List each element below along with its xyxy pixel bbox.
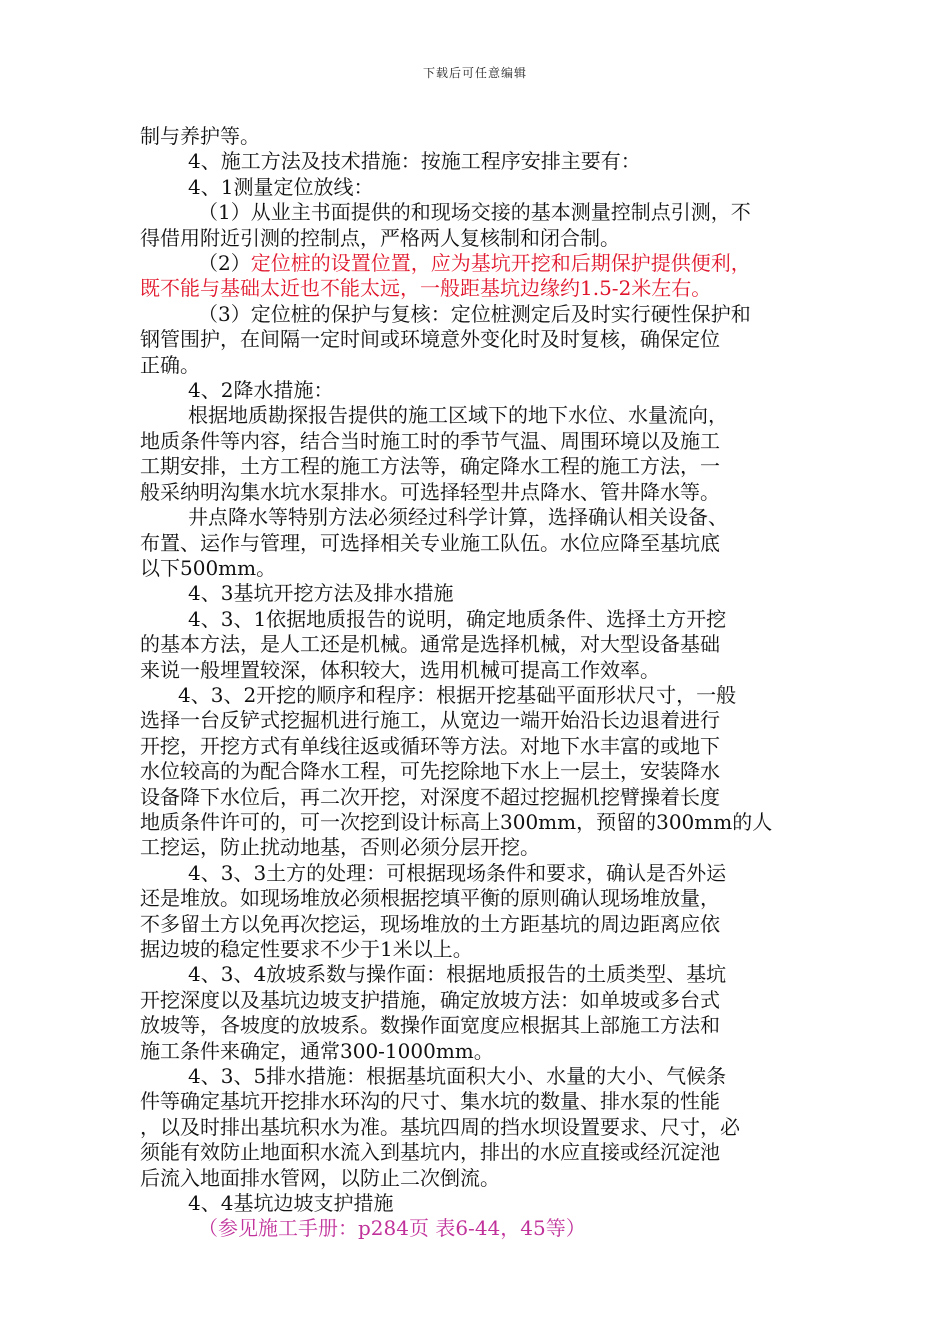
paragraph-line: 的基本方法，是人工还是机械。通常是选择机械，对大型设备基础	[140, 632, 720, 657]
paragraph-line: （3）定位桩的保护与复核：定位桩测定后及时实行硬性保护和	[198, 301, 751, 326]
paragraph-line: 开挖深度以及基坑边坡支护措施，确定放坡方法：如单坡或多台式	[140, 987, 720, 1012]
section-heading: 4、施工方法及技术措施：按施工程序安排主要有：	[188, 149, 641, 174]
paragraph-line: 地质条件许可的，可一次挖到设计标高上300mm，预留的300mm的人	[140, 809, 773, 834]
subsection-heading: 4、2降水措施：	[188, 378, 334, 403]
paragraph-line: 布置、运作与管理，可选择相关专业施工队伍。水位应降至基坑底	[140, 530, 720, 555]
paragraph-line: 般采纳明沟集水坑水泵排水。可选择轻型井点降水、管井降水等。	[140, 479, 720, 504]
highlighted-paragraph-line	[140, 251, 820, 276]
paragraph-line: 4、3、3土方的处理：可根据现场条件和要求，确认是否外运	[188, 860, 727, 885]
subsection-heading: 4、3基坑开挖方法及排水措施	[188, 581, 454, 606]
paragraph-line: 件等确定基坑开挖排水环沟的尺寸、集水坑的数量、排水泵的性能	[140, 1089, 720, 1114]
paragraph-line: 根据地质勘探报告提供的施工区域下的地下水位、水量流向，	[188, 403, 728, 428]
paragraph-line: 开挖，开挖方式有单线往返或循环等方法。对地下水丰富的或地下	[140, 733, 720, 758]
paragraph-line: 后流入地面排水管网，以防止二次倒流。	[140, 1165, 500, 1190]
paragraph-line: 制与养护等。	[140, 124, 260, 148]
document-body	[140, 124, 820, 1242]
paragraph-line: 工挖运，防止扰动地基，否则必须分层开挖。	[140, 835, 540, 860]
paragraph-line: 工期安排，土方工程的施工方法等，确定降水工程的施工方法，一	[140, 454, 720, 479]
paragraph-line: 不多留土方以免再次挖运，现场堆放的土方距基坑的周边距离应依	[140, 911, 720, 936]
paragraph-line: （1）从业主书面提供的和现场交接的基本测量控制点引测，不	[198, 200, 751, 225]
paragraph-line: 施工条件来确定，通常300-1000mm。	[140, 1038, 494, 1063]
item-number: （2）	[198, 251, 251, 276]
highlighted-text: 既不能与基础太近也不能太远，一般距基坑边缘约1.5-2米左右。	[140, 276, 712, 301]
subsection-heading: 4、1测量定位放线：	[188, 174, 374, 199]
paragraph-line: 4、3、2开挖的顺序和程序：根据开挖基础平面形状尺寸，一般	[178, 682, 737, 707]
highlighted-text: 定位桩的设置位置，应为基坑开挖和后期保护提供便利，	[250, 251, 751, 276]
paragraph-line: 井点降水等特别方法必须经过科学计算，选择确认相关设备、	[188, 505, 728, 530]
paragraph-line: 来说一般埋置较深，体积较大，选用机械可提高工作效率。	[140, 657, 660, 682]
paragraph-line: 得借用附近引测的控制点，严格两人复核制和闭合制。	[140, 225, 620, 250]
paragraph-line: 4、3、1依据地质报告的说明，确定地质条件、选择土方开挖	[188, 606, 727, 631]
paragraph-line: 正确。	[140, 352, 200, 377]
paragraph-line: 4、3、4放坡系数与操作面：根据地质报告的土质类型、基坑	[188, 962, 727, 987]
paragraph-line: 水位较高的为配合降水工程，可先挖除地下水上一层土，安装降水	[140, 759, 720, 784]
paragraph-line: 还是堆放。如现场堆放必须根据挖填平衡的原则确认现场堆放量，	[140, 886, 720, 911]
paragraph-line: 以下500mm。	[140, 555, 277, 580]
paragraph-line: 放坡等，各坡度的放坡系。数操作面宽度应根据其上部施工方法和	[140, 1013, 720, 1038]
reference-note: （参见施工手册：p284页 表6-44，45等）	[198, 1216, 586, 1241]
paragraph-line: 选择一台反铲式挖掘机进行施工，从宽边一端开始沿长边退着进行	[140, 708, 720, 733]
subsection-heading: 4、4基坑边坡支护措施	[188, 1191, 394, 1216]
paragraph-line: 地质条件等内容，结合当时施工时的季节气温、周围环境以及施工	[140, 428, 720, 453]
paragraph-line: 设备降下水位后，再二次开挖，对深度不超过挖掘机挖臂操着长度	[140, 784, 720, 809]
paragraph-line: 4、3、5排水措施：根据基坑面积大小、水量的大小、气候条	[188, 1064, 727, 1089]
paragraph-line: 钢管围护，在间隔一定时间或环境意外变化时及时复核，确保定位	[140, 327, 720, 352]
page-header: 下载后可任意编辑	[422, 66, 527, 80]
paragraph-line: 须能有效防止地面积水流入到基坑内，排出的水应直接或经沉淀池	[140, 1140, 720, 1165]
paragraph-line: ，以及时排出基坑积水为准。基坑四周的挡水坝设置要求、尺寸，必	[140, 1114, 740, 1139]
paragraph-line: 据边坡的稳定性要求不少于1米以上。	[140, 937, 473, 961]
